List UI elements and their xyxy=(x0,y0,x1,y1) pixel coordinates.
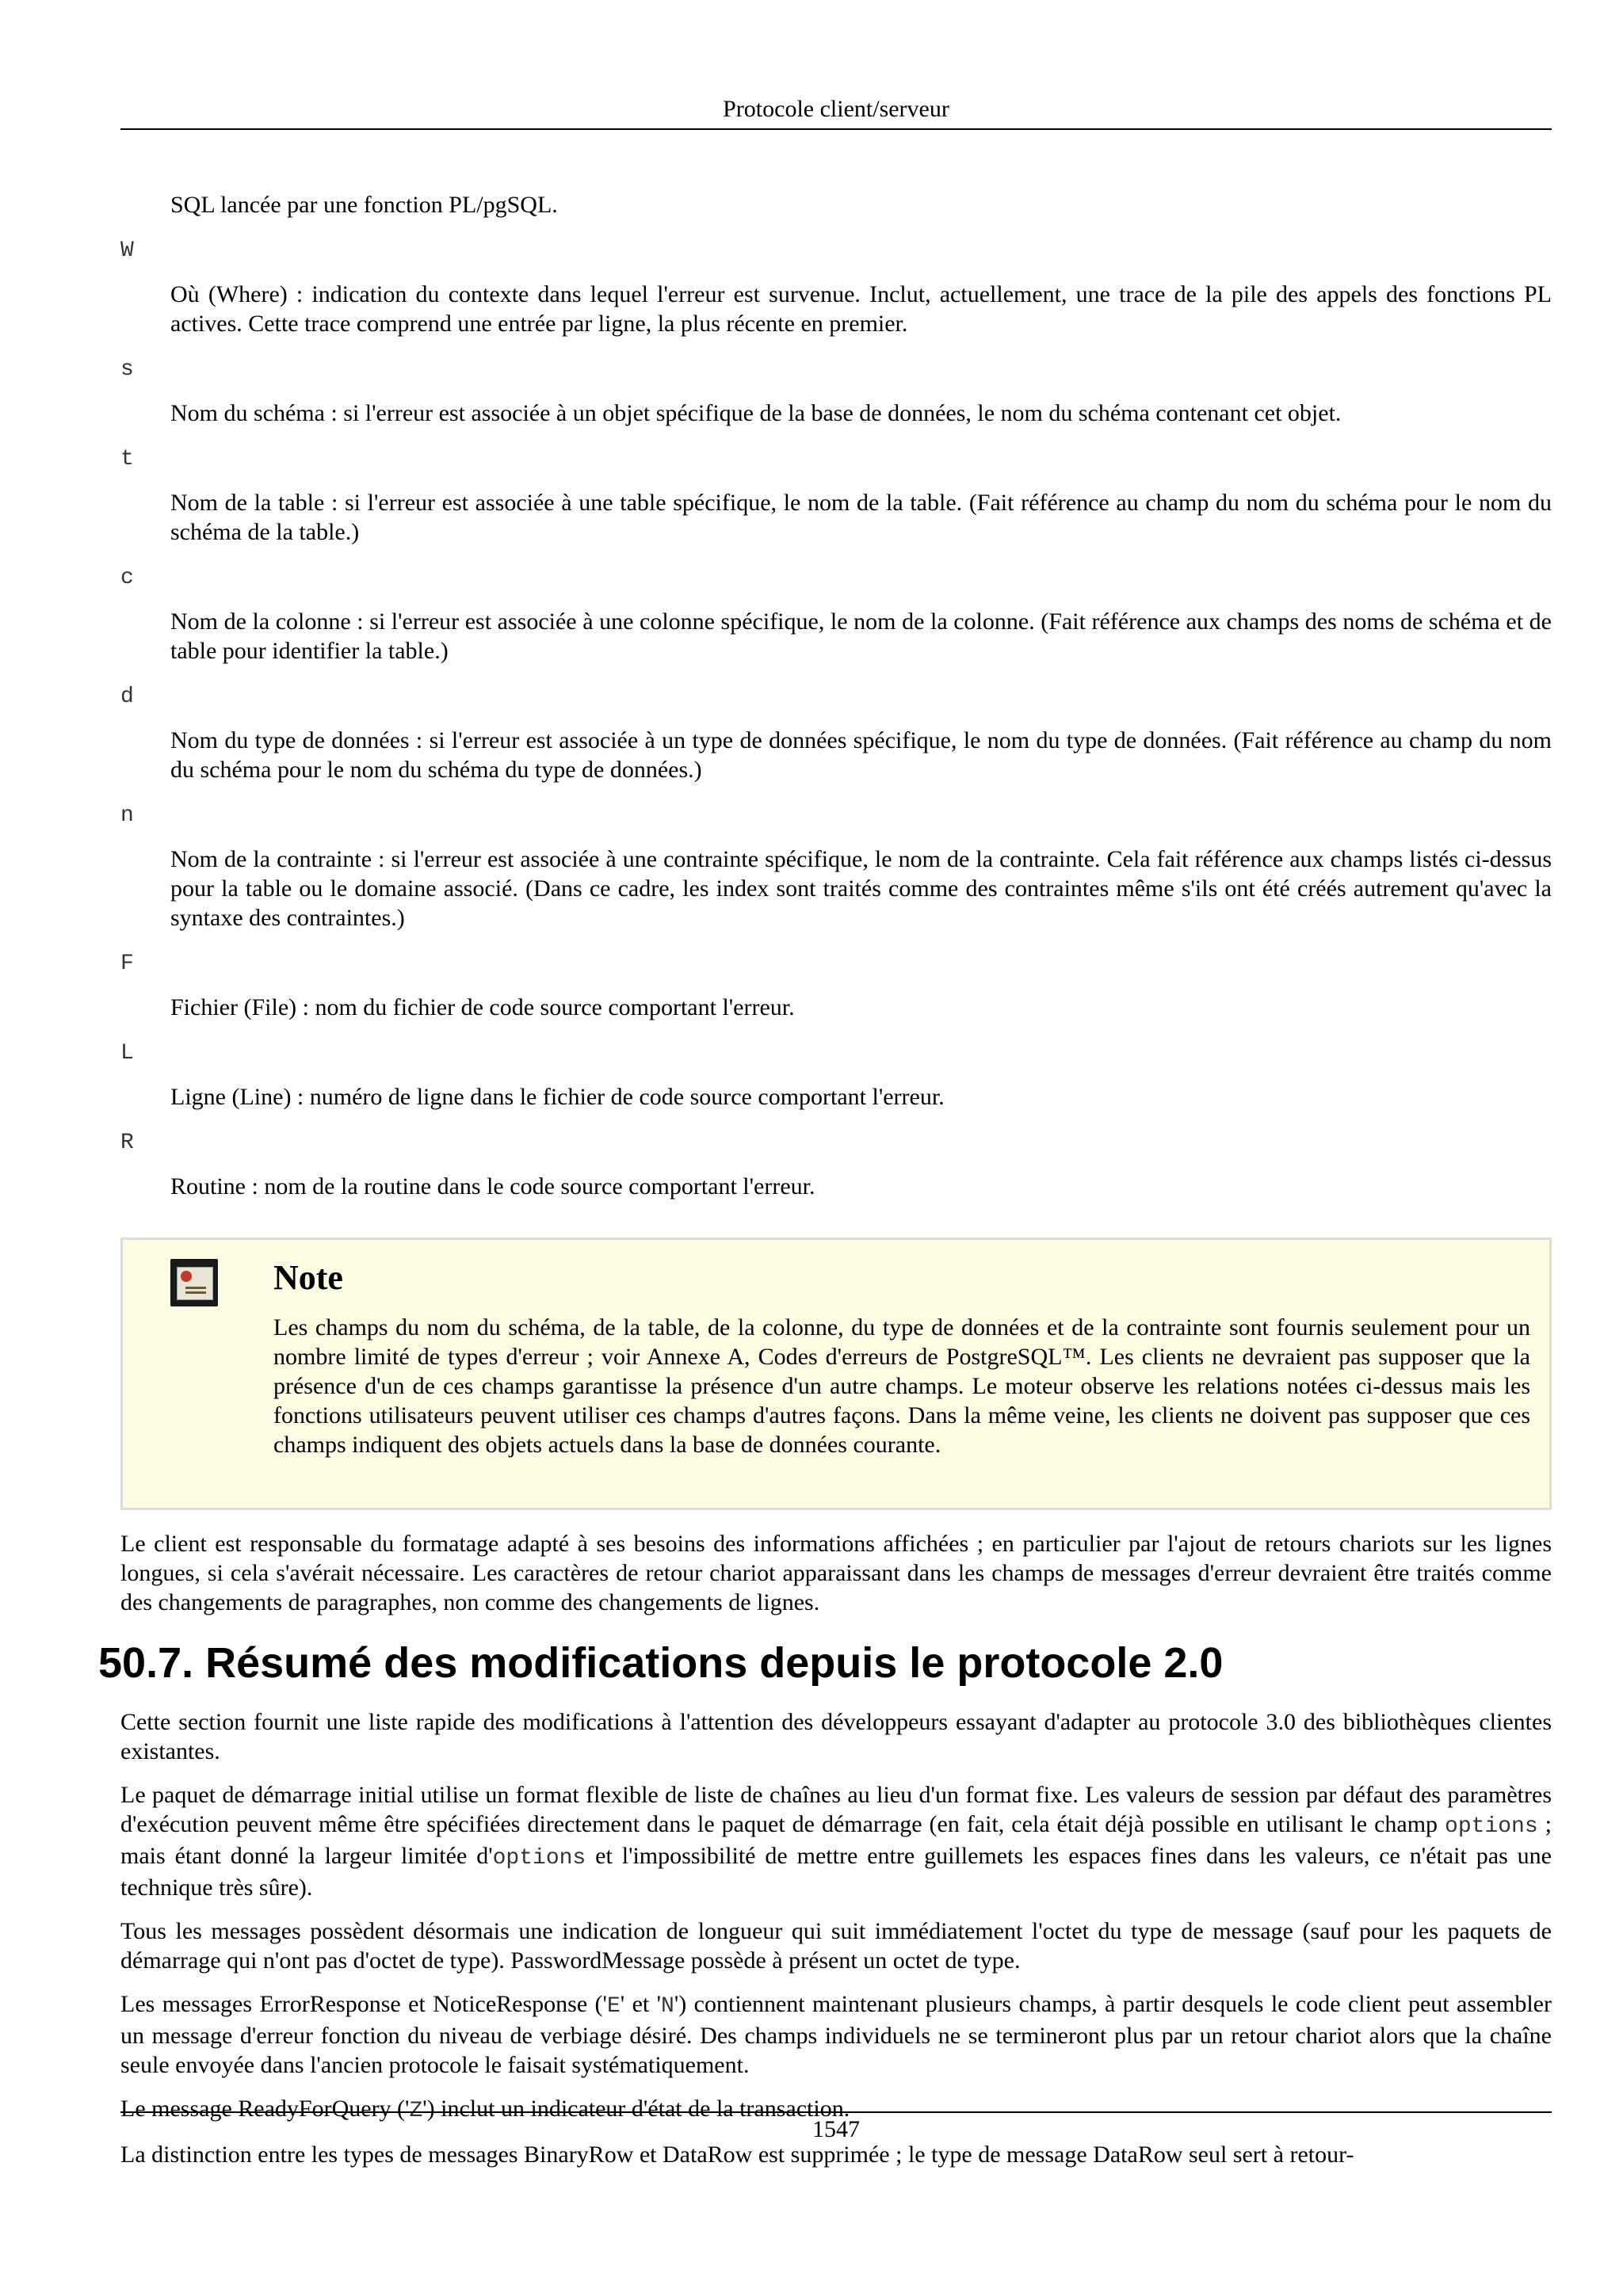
intro-fragment: SQL lancée par une fonction PL/pgSQL. xyxy=(170,192,558,218)
note-box xyxy=(120,1238,1552,1510)
field-description: Nom du type de données : si l'erreur est associée à un type de données spécifique, le nom du type de données. (Fait référence au champ du nom du schéma pour le nom du schéma du type de données.) xyxy=(170,727,1552,783)
field-code: t xyxy=(120,447,134,471)
field-description: Nom de la contrainte : si l'erreur est associée à une contrainte spécifique, le nom de la contrainte. Cela fait référence aux champs listés ci-dessus pour la table ou le domaine associé. (Dans ce cadre, les index sont traités comme des contraintes même s'ils ont été créés autrement qu'avec la syntaxe des contraintes.) xyxy=(170,846,1552,931)
field-code: F xyxy=(120,952,134,976)
section-paragraph-6: La distinction entre les types de messages BinaryRow et DataRow est supprimée ; le type de message DataRow seul sert à retour- xyxy=(120,2142,1354,2168)
inline-code: N xyxy=(661,1994,674,2019)
field-description: Nom du schéma : si l'erreur est associée à un objet spécifique de la base de données, le nom du schéma contenant cet objet. xyxy=(170,400,1342,426)
page-content xyxy=(98,190,1552,2183)
field-description: Routine : nom de la routine dans le code source comportant l'erreur. xyxy=(170,1173,815,1199)
field-code: L xyxy=(120,1041,134,1066)
inline-code: Z xyxy=(409,2099,423,2123)
field-description: Fichier (File) : nom du fichier de code source comportant l'erreur. xyxy=(170,994,795,1020)
section-title: 50.7. Résumé des modifications depuis le protocole 2.0 xyxy=(98,1639,1224,1687)
inline-code: options xyxy=(492,1846,586,1871)
section-paragraph-4 xyxy=(120,1989,1552,2080)
running-header: Protocole client/serveur xyxy=(723,96,949,122)
page-number: 1547 xyxy=(812,2116,860,2142)
section-paragraph-1: Cette section fournit une liste rapide des modifications à l'attention des développeurs essayant d'adapter au protocole 3.0 des bibliothèques clientes existantes. xyxy=(120,1709,1552,1764)
error-field-list xyxy=(120,237,1552,1201)
text-run: Le message ReadyForQuery (' xyxy=(120,2096,410,2122)
section-paragraph-3: Tous les messages possèdent désormais une indication de longueur qui suit immédiatement l'octet du type de message (sauf pour les paquets de démarrage qui n'ont pas d'octet de type). PasswordMessage possède à présent un octet de type. xyxy=(120,1918,1552,1974)
field-code: W xyxy=(120,238,134,263)
note-icon xyxy=(170,1259,218,1306)
text-run: ') contiennent maintenant plusieurs champs, à partir desquels le code client peut assembler un message d'erreur fonction du niveau de verbiage désiré. Des champs individuels ne se termineront plus par un retour chariot alors que la chaîne seule envoyée dans l'ancien protocole le faisait systématiquement. xyxy=(120,1991,1552,2078)
footer-rule xyxy=(120,2111,1552,2113)
field-code: n xyxy=(120,803,134,828)
inline-code: E xyxy=(606,1994,621,2019)
text-run: Les messages ErrorResponse et NoticeResponse (' xyxy=(120,1991,607,2017)
note-title: Note xyxy=(273,1258,343,1297)
field-description: Où (Where) : indication du contexte dans lequel l'erreur est survenue. Inclut, actuellement, une trace de la pile des appels des fonctions PL actives. Cette trace comprend une entrée par ligne, la plus récente en premier. xyxy=(170,281,1552,337)
text-run: Le paquet de démarrage initial utilise un format flexible de liste de chaînes au lieu d'un format fixe. Les valeurs de session par défaut des paramètres d'exécution peuvent même être spécifiées directement dans le paquet de démarrage (en fait, cela était déjà possible en utilisant le champ xyxy=(120,1782,1552,1837)
inline-code: options xyxy=(1445,1814,1538,1839)
field-code: R xyxy=(120,1131,134,1155)
note-body: Les champs du nom du schéma, de la table, de la colonne, du type de données et de la contrainte sont fournis seulement pour un nombre limité de types d'erreur ; voir Annexe A, Codes d'erreurs de PostgreSQL™. Les clients ne devraient pas supposer que la présence d'un de ces champs garantisse la présence d'un autre champs. Le moteur observe les relations notées ci-dessus mais les fonctions utilisateurs peuvent utiliser ces champs d'autres façons. Dans la même veine, les clients ne doivent pas supposer que ces champs indiquent des objets actuels dans la base de données courante. xyxy=(273,1314,1530,1458)
field-description: Nom de la colonne : si l'erreur est associée à une colonne spécifique, le nom de la colonne. (Fait référence aux champs des noms de schéma et de table pour identifier la table.) xyxy=(170,608,1552,664)
field-code: d xyxy=(120,685,134,709)
field-code: c xyxy=(120,566,134,590)
field-code: s xyxy=(120,357,134,382)
section-paragraph-2 xyxy=(120,1780,1552,1902)
header-rule xyxy=(120,128,1552,130)
after-note-paragraph: Le client est responsable du formatage adapté à ses besoins des informations affichées ; en particulier par l'ajout de retours chariots sur les lignes longues, si cela s'avérait nécessaire. Les caractères de retour chariot apparaissant dans les champs de messages d'erreur devraient être traités comme des changements de paragraphes, non comme des changements de lignes. xyxy=(120,1531,1552,1615)
text-run: ' et ' xyxy=(620,1991,662,2017)
text-run: ; mais étant donné la largeur limitée d' xyxy=(120,1811,1552,1869)
field-description: Ligne (Line) : numéro de ligne dans le fichier de code source comportant l'erreur. xyxy=(170,1084,945,1110)
text-run: ') inclut un indicateur d'état de la transaction. xyxy=(422,2096,850,2122)
field-description: Nom de la table : si l'erreur est associée à une table spécifique, le nom de la table. (Fait référence au champ du nom du schéma pour le nom du schéma de la table.) xyxy=(170,490,1552,545)
text-run: et l'impossibilité de mettre entre guillemets les espaces fines dans les valeurs, ce n'était pas une technique très sûre). xyxy=(120,1843,1552,1901)
